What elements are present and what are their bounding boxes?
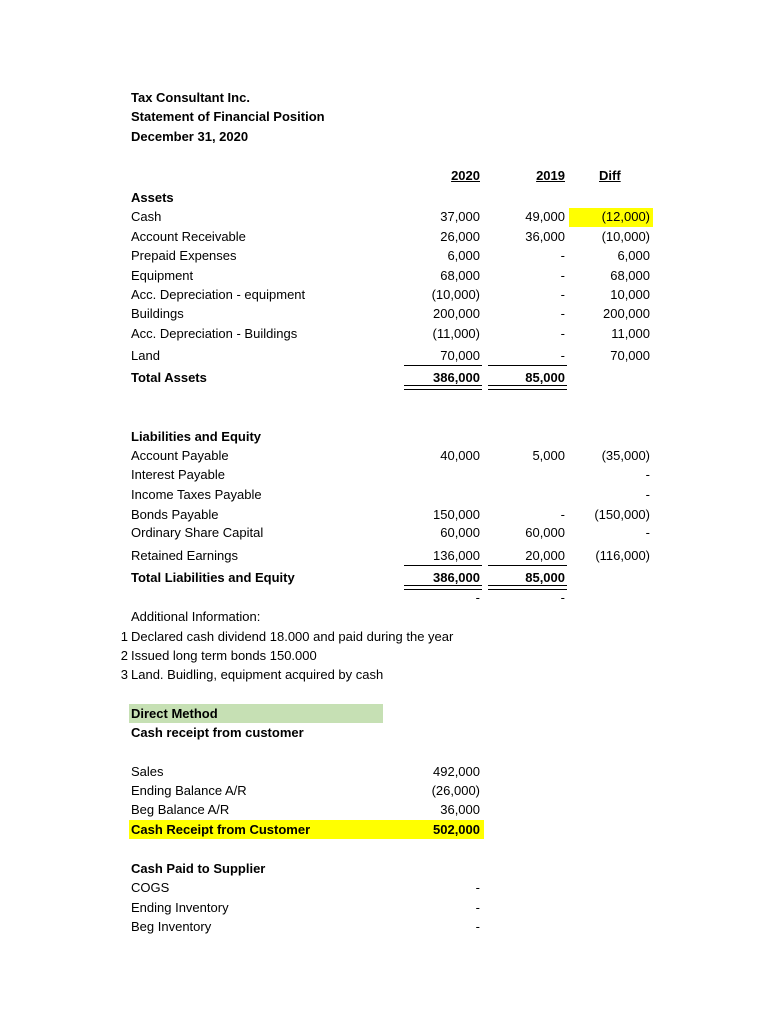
asset-label: Acc. Depreciation - Buildings: [131, 326, 298, 341]
liability-label: Bonds Payable: [131, 507, 219, 522]
asset-2019: -: [560, 326, 565, 341]
direct-row-label: Sales: [131, 764, 164, 779]
asset-2020: 37,000: [440, 209, 480, 224]
col-header-diff: Diff: [599, 168, 621, 183]
info-text: Declared cash dividend 18.000 and paid during the year: [131, 629, 454, 644]
asset-diff: 10,000: [610, 287, 650, 302]
total-liabilities-2020: 386,000: [433, 570, 480, 585]
asset-label: Equipment: [131, 268, 194, 283]
supplier-row-label: Ending Inventory: [131, 900, 229, 915]
liability-2020: 60,000: [440, 525, 480, 540]
liability-label: Ordinary Share Capital: [131, 525, 264, 540]
supplier-heading: Cash Paid to Supplier: [131, 861, 266, 876]
asset-diff: 70,000: [610, 348, 650, 363]
asset-label: Land: [131, 348, 160, 363]
total-assets-label: Total Assets: [131, 370, 207, 385]
additional-info-heading: Additional Information:: [131, 609, 261, 624]
info-text: Issued long term bonds 150.000: [131, 648, 317, 663]
total-assets-double-rule-2020: [404, 385, 482, 390]
cash-receipt-label: Cash Receipt from Customer: [131, 822, 311, 837]
direct-method-subtitle: Cash receipt from customer: [131, 725, 304, 740]
asset-label: Acc. Depreciation - equipment: [131, 287, 306, 302]
asset-2019: 36,000: [525, 229, 565, 244]
liability-2020: 150,000: [433, 507, 480, 522]
company-name: Tax Consultant Inc.: [131, 90, 250, 105]
liability-label: Account Payable: [131, 448, 229, 463]
total-assets-2020: 386,000: [433, 370, 480, 385]
asset-2019: -: [560, 248, 565, 263]
asset-2020: 70,000: [440, 348, 480, 363]
asset-label: Prepaid Expenses: [131, 248, 237, 263]
liability-2019: 20,000: [525, 548, 565, 563]
assets-heading: Assets: [131, 190, 174, 205]
asset-diff: 68,000: [610, 268, 650, 283]
info-number: 2: [120, 648, 128, 663]
liability-2019: -: [560, 507, 565, 522]
asset-2020: (11,000): [432, 326, 480, 341]
balance-check-2020: -: [475, 590, 480, 605]
supplier-row-label: COGS: [131, 880, 170, 895]
liability-2020: 136,000: [433, 548, 480, 563]
asset-diff: 6,000: [617, 248, 650, 263]
asset-2019: -: [560, 287, 565, 302]
asset-2020: 26,000: [440, 229, 480, 244]
statement-date: December 31, 2020: [131, 129, 249, 144]
asset-2019: -: [560, 268, 565, 283]
liability-diff: -: [645, 525, 650, 540]
liability-diff: (116,000): [595, 548, 650, 563]
statement-title: Statement of Financial Position: [131, 109, 325, 124]
liabilities-subtotal-rule-2020: [404, 565, 482, 566]
liability-2019: 60,000: [525, 525, 565, 540]
cash-receipt-value: 502,000: [433, 822, 480, 837]
asset-2020: 68,000: [440, 268, 480, 283]
asset-2019: -: [560, 306, 565, 321]
asset-diff: (12,000): [601, 209, 650, 224]
total-liabilities-2019: 85,000: [525, 570, 565, 585]
asset-diff: (10,000): [601, 229, 650, 244]
asset-diff: 11,000: [611, 326, 650, 341]
direct-row-label: Beg Balance A/R: [131, 802, 230, 817]
liability-2020: 40,000: [440, 448, 480, 463]
info-number: 1: [120, 629, 128, 644]
liabilities-subtotal-rule-2019: [488, 565, 567, 566]
direct-method-title: Direct Method: [131, 706, 218, 721]
liability-diff: -: [645, 487, 650, 502]
supplier-row-value: -: [475, 880, 480, 895]
col-header-2019: 2019: [536, 168, 565, 183]
assets-subtotal-rule-2019: [488, 365, 567, 366]
asset-label: Account Receivable: [131, 229, 246, 244]
supplier-row-value: -: [475, 900, 480, 915]
asset-diff: 200,000: [603, 306, 650, 321]
direct-row-value: (26,000): [431, 783, 480, 798]
total-assets-2019: 85,000: [525, 370, 565, 385]
asset-2020: 6,000: [447, 248, 480, 263]
liability-label: Interest Payable: [131, 467, 225, 482]
asset-2020: 200,000: [433, 306, 480, 321]
col-header-2020: 2020: [451, 168, 480, 183]
total-assets-double-rule-2019: [488, 385, 567, 390]
balance-check-2019: -: [560, 590, 565, 605]
direct-row-value: 492,000: [433, 764, 480, 779]
liability-diff: (150,000): [594, 507, 650, 522]
assets-subtotal-rule-2020: [404, 365, 482, 366]
supplier-row-label: Beg Inventory: [131, 919, 212, 934]
direct-row-label: Ending Balance A/R: [131, 783, 247, 798]
liability-diff: (35,000): [601, 448, 650, 463]
direct-row-value: 36,000: [440, 802, 480, 817]
info-text: Land. Buidling, equipment acquired by cash: [131, 667, 384, 682]
total-liabilities-label: Total Liabilities and Equity: [131, 570, 295, 585]
info-number: 3: [120, 667, 128, 682]
liability-diff: -: [645, 467, 650, 482]
asset-2019: 49,000: [525, 209, 565, 224]
asset-label: Buildings: [131, 306, 184, 321]
asset-label: Cash: [131, 209, 162, 224]
liability-2019: 5,000: [532, 448, 565, 463]
asset-2020: (10,000): [431, 287, 480, 302]
liability-label: Income Taxes Payable: [131, 487, 262, 502]
liability-label: Retained Earnings: [131, 548, 238, 563]
supplier-row-value: -: [475, 919, 480, 934]
liabilities-heading: Liabilities and Equity: [131, 429, 262, 444]
asset-2019: -: [560, 348, 565, 363]
